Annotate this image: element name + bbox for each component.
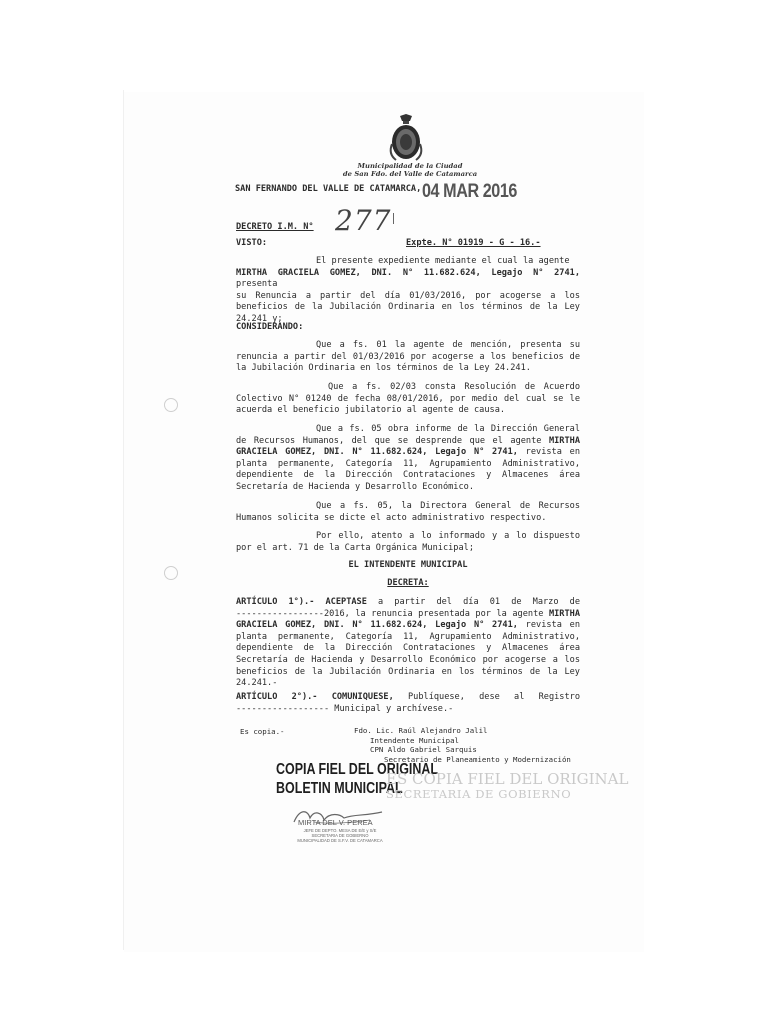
article-1: ARTÍCULO 1°).- ACEPTASE a partir del día 01 de Marzo de -----------------2016, la renuncia presentada por la agente MIRTHA GRACIELA GOMEZ, DNI. N° 11.682.624, Legajo N° 2741, revista en planta permanente, Categoría 11, Agrupamiento Administrativo, dependiente de la Dirección Contrataciones y Almacenes área Secretaría de Hacienda y Desarrollo Económico por acogerse a los beneficios de la Jubilación Ordinaria en los términos de la Ley 24.241.- (236, 597, 580, 689)
signatory-title: JEFE DE DEPTO. MESA DE E/E y S/E SECRETARIA DE GOBIERNO MUNICIPALIDAD DE S.F.V. DE CATAMARCA (297, 828, 383, 843)
decree-label: DECRETO I.M. N° (236, 222, 314, 232)
considerando-paragraph-3: Que a fs. 05 obra informe de la Dirección General de Recursos Humanos, del que se desprende que el agente MIRTHA GRACIELA GOMEZ, DNI. N° 11.682.624, Legajo N° 2741, revista en planta permanente, Categoría 11, Agrupamiento Administrativo, dependiente de la Dirección Contrataciones y Almacenes área Secretaría de Hacienda y Desarrollo Económico. (236, 424, 580, 492)
decree-number: 277 (335, 204, 392, 237)
es-copia-label: Es copia.- (240, 727, 285, 736)
considerando-paragraph-2: Que a fs. 02/03 consta Resolución de Acuerdo Colectivo N° 01240 de fecha 08/01/2016, por medio del cual se le acuerda el beneficio jubilatorio al agente de causa. (236, 382, 580, 416)
considerando-heading: CONSIDERANDO: (236, 322, 304, 332)
visto-paragraph: El presente expediente mediante el cual la agente MIRTHA GRACIELA GOMEZ, DNI. N° 11.682.624, Legajo N° 2741, presenta su Renuncia a partir del día 01/03/2016, por acogerse a los beneficios de la Jubilación Ordinaria en los términos de la Ley 24.241 y; (236, 256, 580, 324)
expediente-number: Expte. N° 01919 - G - 16.- (406, 238, 541, 248)
municipality-name: Municipalidad de la Ciudad de San Fdo. del Valle de Catamarca (342, 162, 478, 178)
punch-hole (164, 398, 178, 412)
authority-heading: EL INTENDENTE MUNICIPAL (348, 560, 468, 570)
considerando-paragraph-4: Que a fs. 05, la Directora General de Recursos Humanos solicita se dicte el acto administrativo respectivo. (236, 501, 580, 523)
page-edge (123, 90, 124, 950)
decree-number-mark (393, 213, 394, 224)
secretaria-gobierno-stamp: ES COPIA FIEL DEL ORIGINAL SECRETARIA DE GOBIERNO (386, 770, 629, 801)
copia-fiel-stamp: COPIA FIEL DEL ORIGINAL BOLETIN MUNICIPAL (276, 761, 439, 797)
visto-heading: VISTO: (236, 238, 268, 248)
place-line: SAN FERNANDO DEL VALLE DE CATAMARCA, (235, 184, 422, 194)
municipal-crest-icon (386, 114, 426, 162)
considerando-paragraph-1: Que a fs. 01 la agente de mención, presenta su renuncia a partir del 01/03/2016 por acogerse a los beneficios de la Jubilación Ordinaria en los términos de la Ley 24.241. (236, 340, 580, 374)
decreta-heading: DECRETA: (387, 578, 429, 588)
article-2: ARTÍCULO 2°).- COMUNIQUESE, Publíquese, dese al Registro ------------------ Municipal y archívese.- (236, 692, 580, 714)
considerando-paragraph-5: Por ello, atento a lo informado y a lo dispuesto por el art. 71 de la Carta Orgánica Municipal; (236, 531, 580, 553)
date-stamp: 04 MAR 2016 (422, 181, 517, 202)
signatory-name: MIRTA DEL V. PEREA (298, 818, 373, 827)
signature-block: Fdo. Lic. Raúl Alejandro Jalil Intendente Municipal CPN Aldo Gabriel Sarquis Secretario de Planeamiento y Modernización (354, 726, 571, 764)
punch-hole (164, 566, 178, 580)
